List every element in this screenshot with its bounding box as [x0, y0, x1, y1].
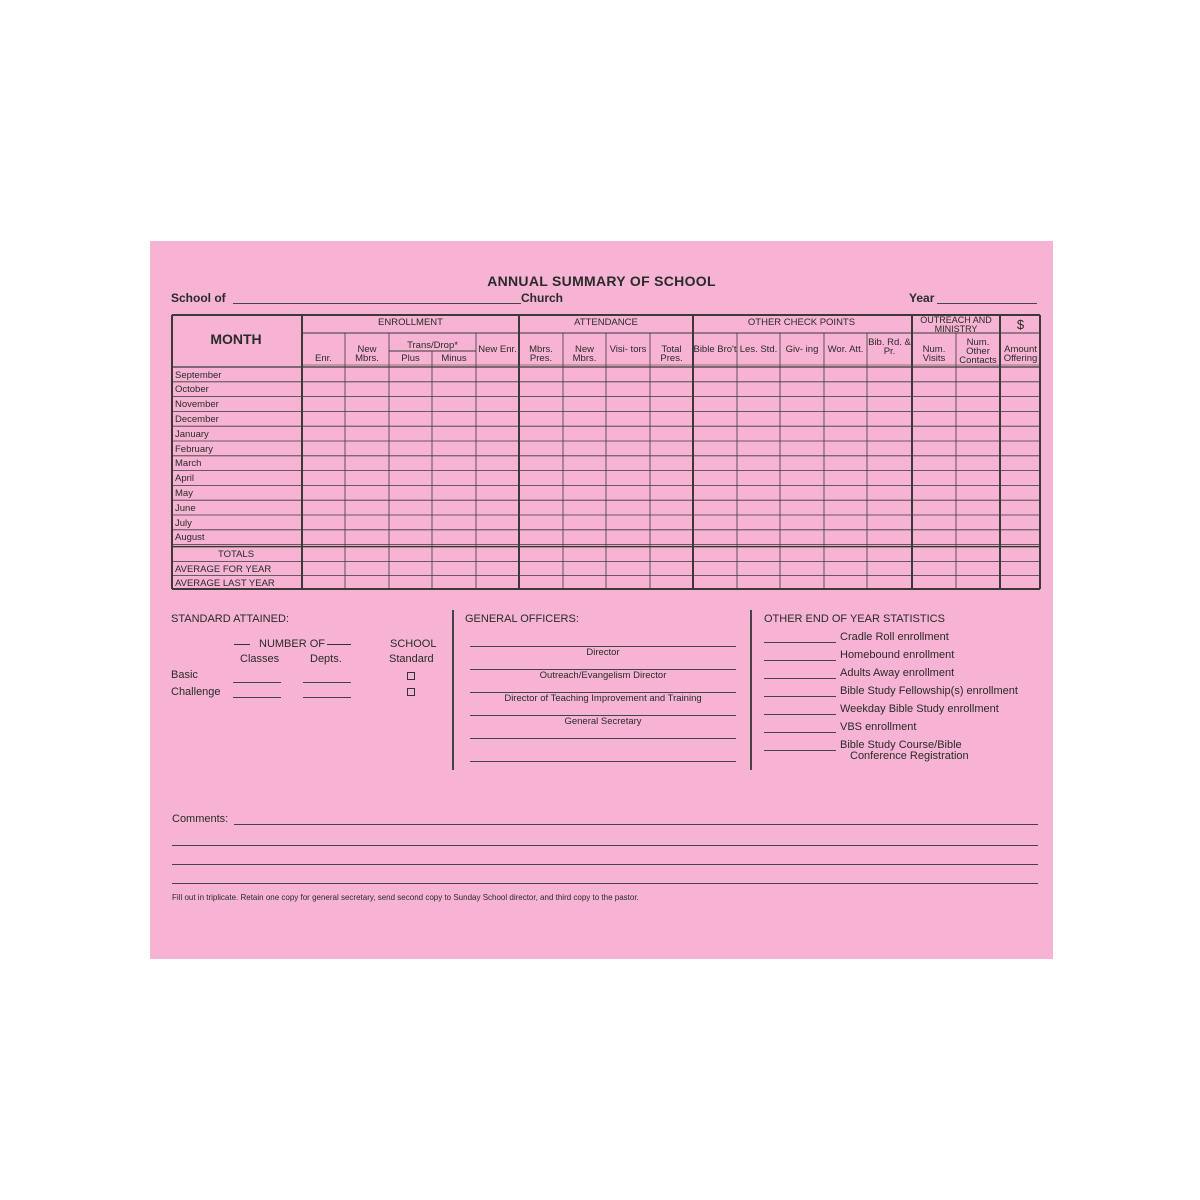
number-of-rule-right: [327, 644, 351, 645]
depts-label: Depts.: [310, 653, 342, 665]
statistic-label-5: VBS enrollment: [840, 721, 917, 733]
form-sheet: [150, 241, 1053, 959]
comments-line-4[interactable]: [172, 883, 1038, 884]
column-header-8: Total Pres.: [660, 344, 683, 364]
challenge-label: Challenge: [171, 686, 221, 698]
comments-line-2[interactable]: [172, 845, 1038, 846]
attendance-group-header: ATTENDANCE: [574, 317, 638, 328]
year-label: Year: [909, 291, 935, 305]
number-of-label: NUMBER OF: [259, 638, 325, 650]
column-header-5: Mbrs. Pres.: [529, 344, 553, 364]
statistic-field-1[interactable]: [764, 660, 836, 661]
summary-table: [171, 314, 1041, 590]
month-label-4: January: [175, 428, 209, 440]
standard-label: Standard: [389, 653, 434, 665]
general-secretary-label: General Secretary: [564, 716, 642, 727]
column-header-16: Amount Offering: [1003, 344, 1038, 364]
statistic-field-3[interactable]: [764, 696, 836, 697]
column-header-12: Wor. Att.: [827, 344, 864, 355]
totals-label: TOTALS: [217, 549, 255, 560]
standard-attained-heading: STANDARD ATTAINED:: [171, 613, 289, 625]
statistic-field-5[interactable]: [764, 732, 836, 733]
average-last-year-label: AVERAGE LAST YEAR: [175, 578, 275, 589]
column-header-9: Bible Bro't: [693, 344, 737, 355]
statistic-label-3: Bible Study Fellowship(s) enrollment: [840, 685, 1018, 697]
classes-label: Classes: [240, 653, 280, 665]
column-header-7: Visi- tors: [609, 344, 647, 355]
column-header-14: Num. Visits: [922, 344, 946, 364]
trans-drop-header: Trans/Drop*: [407, 340, 458, 351]
section-divider-left: [452, 610, 454, 770]
officer-extra-field-2[interactable]: [470, 761, 736, 762]
outreach-ministry-header: OUTREACH AND MINISTRY: [920, 315, 992, 334]
month-label-10: July: [175, 517, 192, 529]
officer-extra-field-1[interactable]: [470, 738, 736, 739]
month-label-8: May: [175, 487, 193, 499]
statistic-label-4: Weekday Bible Study enrollment: [840, 703, 999, 715]
month-header: MONTH: [210, 331, 262, 347]
month-label-11: August: [175, 532, 205, 544]
basic-label: Basic: [171, 669, 198, 681]
basic-depts-field[interactable]: [303, 682, 351, 683]
statistic-label-0: Cradle Roll enrollment: [840, 631, 949, 643]
director-label: Director: [586, 647, 620, 658]
school-of-label: School of: [171, 291, 226, 305]
form-title: ANNUAL SUMMARY OF SCHOOL: [487, 273, 716, 289]
column-header-4: New Enr.: [478, 344, 517, 355]
basic-classes-field[interactable]: [233, 682, 281, 683]
month-label-6: March: [175, 458, 202, 470]
column-header-11: Giv- ing: [785, 344, 819, 355]
statistics-heading: OTHER END OF YEAR STATISTICS: [764, 613, 945, 625]
teaching-director-label: Director of Teaching Improvement and Training: [504, 693, 702, 704]
challenge-standard-checkbox[interactable]: [407, 688, 415, 696]
enrollment-group-header: ENROLLMENT: [378, 317, 443, 328]
comments-line-3[interactable]: [172, 864, 1038, 865]
other-check-points-header: OTHER CHECK POINTS: [747, 317, 856, 328]
outreach-director-label: Outreach/Evangelism Director: [539, 670, 667, 681]
column-header-0: Enr.: [315, 353, 332, 364]
statistic-field-6[interactable]: [764, 750, 836, 751]
column-header-2: Plus: [401, 353, 420, 364]
school-label: SCHOOL: [390, 638, 437, 650]
basic-standard-checkbox[interactable]: [407, 672, 415, 680]
statistic-field-0[interactable]: [764, 642, 836, 643]
month-label-5: February: [175, 443, 214, 455]
comments-line-1[interactable]: [234, 824, 1038, 825]
statistic-label-6: Bible Study Course/Bible: [840, 739, 962, 751]
comments-label: Comments:: [172, 813, 229, 825]
average-for-year-label: AVERAGE FOR YEAR: [175, 564, 272, 575]
statistic-label-2: Adults Away enrollment: [840, 667, 955, 679]
statistic-label-7: Conference Registration: [850, 750, 969, 762]
section-divider-right: [750, 610, 752, 770]
challenge-depts-field[interactable]: [303, 697, 351, 698]
month-label-1: October: [175, 384, 209, 396]
number-of-rule-left: [234, 644, 250, 645]
statistic-field-2[interactable]: [764, 678, 836, 679]
year-field[interactable]: [937, 303, 1037, 304]
column-header-10: Les. Std.: [739, 344, 778, 355]
month-label-3: December: [175, 413, 219, 425]
statistic-field-4[interactable]: [764, 714, 836, 715]
money-header: $: [1016, 317, 1025, 332]
general-officers-heading: GENERAL OFFICERS:: [465, 613, 579, 625]
month-label-9: June: [175, 502, 196, 514]
month-label-7: April: [175, 473, 195, 485]
column-header-6: New Mbrs.: [572, 344, 597, 364]
footer-note: Fill out in triplicate. Retain one copy for general secretary, send second copy to Sunday School director, and third copy to the pastor.: [172, 893, 639, 902]
column-header-15: Num. Other Contacts: [959, 337, 997, 366]
challenge-classes-field[interactable]: [233, 697, 281, 698]
month-label-0: September: [175, 369, 222, 381]
school-name-field[interactable]: [233, 303, 521, 304]
column-header-13: Bib. Rd. & Pr.: [868, 337, 911, 357]
month-label-2: November: [175, 399, 219, 411]
church-label: Church: [521, 291, 563, 305]
column-header-1: New Mbrs.: [355, 344, 379, 364]
column-header-3: Minus: [441, 353, 467, 364]
statistic-label-1: Homebound enrollment: [840, 649, 955, 661]
